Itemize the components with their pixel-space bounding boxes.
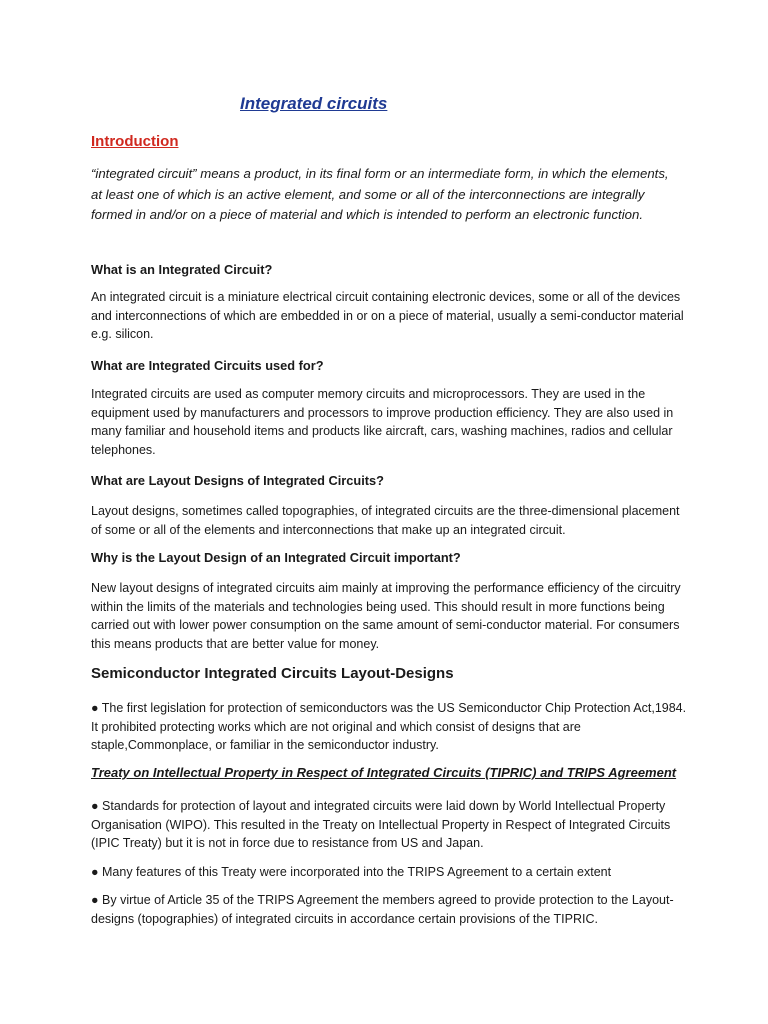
answer-layout-importance: New layout designs of integrated circuits aim mainly at improving the performance efficiency of the circuitry within the limits of the materials and technologies being used. This should result in more functions being carried out with lower power consumption on the same amount of semi-conductor material. For consumers this means products that are better value for money. xyxy=(91,581,681,651)
question-ic-used-for: What are Integrated Circuits used for? xyxy=(91,358,324,373)
introduction-heading: Introduction xyxy=(91,133,179,150)
introduction-paragraph: “integrated circuit” means a product, in its final form or an intermediate form, in which the elements, at least one of which is an active element, and some or all of the interconnections are integrally formed in and/or on a piece of material and which is intended to perform an electronic function. xyxy=(91,166,669,222)
answer-what-is-ic: An integrated circuit is a miniature electrical circuit containing electronic devices, some or all of the devices and interconnections of which are embedded in or on a piece of material, usually a semi-conductor material e.g. silicon. xyxy=(91,290,684,341)
semiconductor-bullet: ● The first legislation for protection of semiconductors was the US Semiconductor Chip Protection Act,1984. It prohibited protecting works which are not original and which consist of designs that are staple,Commonplace, or familiar in the semiconductor industry. xyxy=(91,701,687,752)
semiconductor-heading: Semiconductor Integrated Circuits Layout-Designs xyxy=(91,665,454,682)
question-what-is-ic: What is an Integrated Circuit? xyxy=(91,262,273,277)
treaty-heading: Treaty on Intellectual Property in Respect of Integrated Circuits (TIPRIC) and TRIPS Agreement xyxy=(91,765,677,780)
question-layout-designs: What are Layout Designs of Integrated Circuits? xyxy=(91,473,384,488)
page-title: Integrated circuits xyxy=(240,94,388,113)
answer-layout-designs: Layout designs, sometimes called topographies, of integrated circuits are the three-dimensional placement of some or all of the elements and interconnections that make up an integrated circuit. xyxy=(91,504,680,537)
treaty-bullet-1: ● Standards for protection of layout and integrated circuits were laid down by World Intellectual Property Organisation (WIPO). This resulted in the Treaty on Intellectual Property in Respect of Integrated Circuits (IPIC Treaty) but it is not in force due to resistance from US and Japan. xyxy=(91,799,671,850)
question-layout-importance: Why is the Layout Design of an Integrated Circuit important? xyxy=(91,550,461,565)
treaty-bullet-2: ● Many features of this Treaty were incorporated into the TRIPS Agreement to a certain extent xyxy=(91,865,612,879)
treaty-bullet-3: ● By virtue of Article 35 of the TRIPS Agreement the members agreed to provide protection to the Layout-designs (topographies) of integrated circuits in accordance certain provisions of the TIPRIC. xyxy=(91,893,674,926)
answer-ic-used-for: Integrated circuits are used as computer memory circuits and microprocessors. They are used in the equipment used by manufacturers and processors to improve production efficiency. They are also used in many familiar and household items and products like aircraft, cars, washing machines, radios and cellular telephones. xyxy=(91,387,674,457)
